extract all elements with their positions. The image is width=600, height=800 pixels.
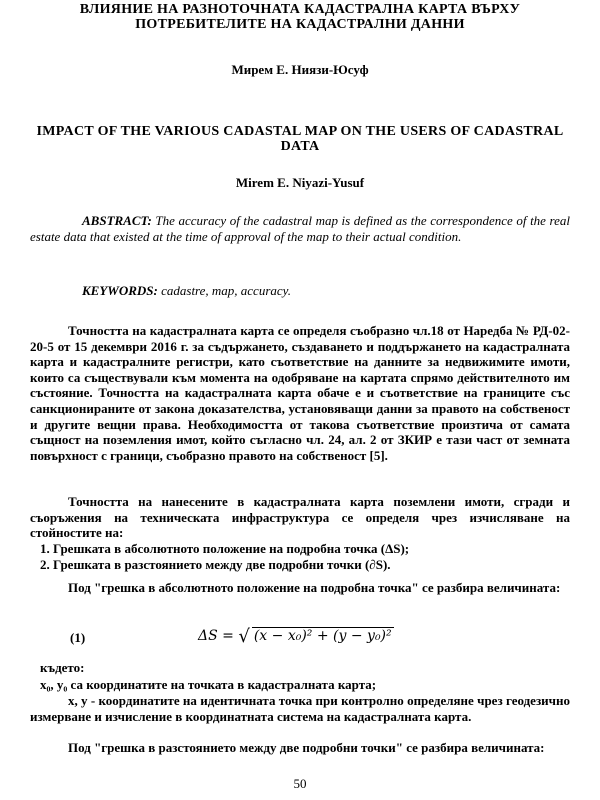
formula-lhs: ΔS = [198, 628, 239, 644]
keywords [82, 283, 570, 299]
paragraph-1: Точността на кадастралната карта се определя съобразно чл.18 от Наредба № РД-02-20-5 от 15 декември 2016 г. за съдържането, създаването и поддържането на кадастралната карта и кадастралните регистри, като съответствие на данните за недвижимите имоти, които са съществували към момента на одобряване на картата спрямо действителното им състояние. Точността на кадастралната карта обаче е и съответствие на границите със санкционираните от закона доказателства, установяващи данни за правото на собственост и другите вещни права. Необходимостта от такова съответствие произтича от самата същност на поземления имот, който съгласно чл. 24, ал. 2 от ЗКИР е тази част от земната повърхност с граници, съобразно правото на собственост [5]. [30, 323, 570, 463]
page-number: 50 [293, 776, 307, 791]
bulgarian-title: ВЛИЯНИЕ НА РАЗНОТОЧНАТА КАДАСТРАЛНА КАРТА ВЪРХУ ПОТРЕБИТЕЛИТЕ НА КАДАСТРАЛНИ ДАННИ [79, 2, 521, 32]
formula-expression [198, 626, 394, 647]
keywords-label: KEYWORDS: [82, 283, 158, 298]
abstract [30, 213, 570, 245]
radical-sign: √ [238, 626, 250, 647]
keywords-text: cadastre, map, accuracy. [157, 283, 291, 298]
coords-line-2: x, y - координатите на идентичната точка при контролно определяне чрез геодезично измерване и изчисление в координатната система на кадастралната карта. [30, 693, 570, 724]
abstract-text: The accuracy of the cadastral map is defined as the correspondence of the real estate data that existed at the time of approval of the map to their actual condition. [30, 213, 570, 244]
list-item-1: 1. Грешката в абсолютното положение на подробна точка (ΔS); [40, 541, 410, 556]
formula-radicand: (x − x₀)² + (y − y₀)² [253, 628, 392, 644]
coords-line-1: x₀, y₀ са координатите на точката в кадастралната карта; [40, 677, 377, 692]
where-label: където: [40, 660, 85, 675]
bulgarian-author: Мирем Е. Ниязи-Юсуф [231, 62, 369, 77]
english-author: Mirem E. Niyazi-Yusuf [235, 175, 365, 190]
formula-1 [30, 626, 570, 660]
paragraph-2: Точността на нанесените в кадастралната карта поземлени имоти, сгради и съоръжения на техническата инфраструктура се определя чрез изчисляване на стойностите на: [30, 494, 570, 541]
list-item-2: 2. Грешката в разстоянието между две подробни точки (∂S). [40, 557, 391, 572]
formula-label: (1) [70, 630, 86, 645]
paragraph-4: Под "грешка в разстоянието между две подробни точки" се разбира величината: [68, 740, 545, 755]
abstract-label: ABSTRACT: [82, 213, 152, 228]
paragraph-3: Под "грешка в абсолютното положение на подробна точка" се разбира величината: [68, 580, 561, 595]
english-title: IMPACT OF THE VARIOUS CADASTAL MAP ON THE USERS OF CADASTRAL DATA [36, 124, 564, 154]
